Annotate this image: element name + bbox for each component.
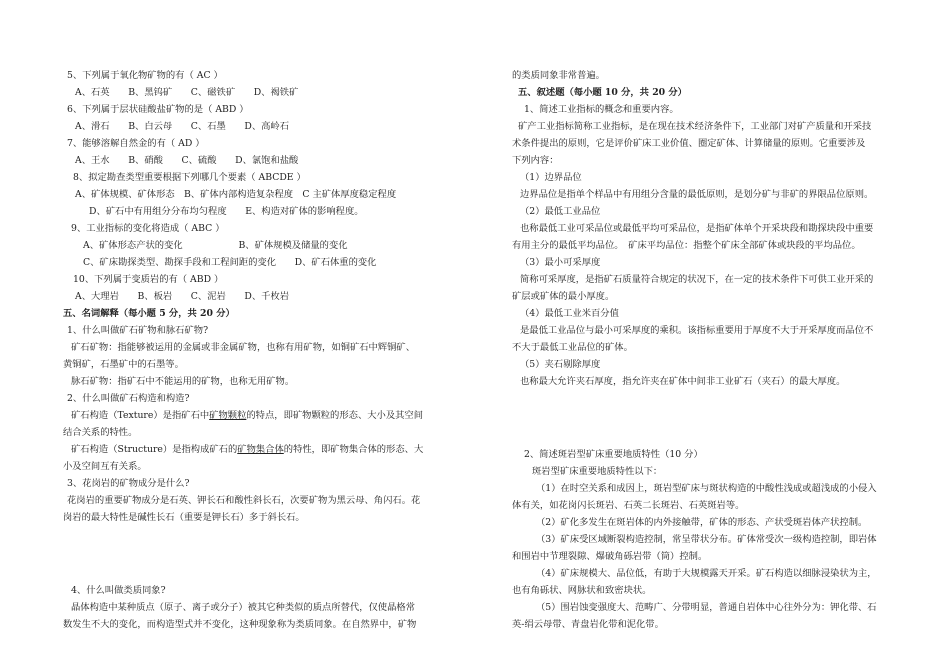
section-title-terms: 五、名词解释（每小题 5 分，共 20 分）	[63, 308, 235, 319]
essay-2-point-3b: 和围岩中节理裂隙、爆破角砾岩带（筒）控制。	[512, 551, 708, 562]
essay-1-item-4-text-2: 不大于最低工业品位的矿体。	[512, 342, 633, 353]
essay-2-point-5b: 英-绢云母带、青盘岩化带和泥化带。	[512, 619, 664, 630]
essay-1-question: 1、简述工业指标的概念和重要内容。	[524, 104, 679, 115]
question-10-options: A、大理岩 B、板岩 C、泥岩 D、千枚岩	[75, 291, 290, 302]
term-2-answer-3-underlined: 矿物集合体	[237, 444, 284, 455]
question-9: 9、工业指标的变化将造成（ ABC ）	[71, 223, 225, 234]
term-2-question: 2、什么叫做矿石构造和构造?	[67, 393, 190, 404]
essay-1-item-3: （3）最小可采厚度	[520, 257, 601, 268]
term-2-answer-1-pre: 矿石构造（Texture）是指矿石中	[71, 410, 210, 421]
question-8-options-2: D、矿石中有用组分分布均匀程度 E、构造对矿体的影响程度。	[89, 206, 364, 217]
essay-2-question: 2、简述斑岩型矿床重要地质特性（10 分）	[524, 449, 703, 460]
term-3-answer-2: 岗岩的最大特性是碱性长石（重要是钾长石）多于斜长石。	[63, 512, 305, 523]
term-2-answer-3-pre: 矿石构造（Structure）是指构成矿石的	[71, 444, 238, 455]
term-2-answer-1-post: 的特点，即矿物颗粒的形态、大小及其空间	[246, 410, 424, 421]
continuation-text: 的类质同象非常普遍。	[512, 70, 605, 81]
essay-2-point-4b: 也有角砾状、网脉状和致密块状。	[512, 585, 652, 596]
term-2-answer-1	[63, 407, 451, 424]
question-9-options-2: C、矿床勘探类型、勘探手段和工程间距的变化 D、矿石体重的变化	[83, 257, 377, 268]
term-1-answer-2: 黄铜矿，石墨矿中的石墨等。	[63, 359, 184, 370]
essay-1-answer-3: 下列内容：	[512, 155, 559, 166]
essay-1-answer-2: 术条件提出的原则，它是评价矿床工业价值、圈定矿体、计算储量的原则。它重要涉及	[512, 138, 866, 149]
essay-2-intro: 斑岩型矿床重要地质特性以下：	[532, 466, 663, 477]
essay-1-item-4-text-1: 是最低工业品位与最小可采厚度的乘积。该指标重要用于厚度不大于开采厚度而品位不	[520, 325, 874, 336]
section-title-essay: 五、叙述题（每小题 10 分，共 20 分）	[518, 87, 687, 98]
term-2-answer-1-underlined: 矿物颗粒	[209, 410, 247, 421]
essay-1-item-2-text-2: 有用主分的最低平均品位。 矿床平均品位：指整个矿床全部矿体或块段的平均品位。	[512, 240, 861, 251]
essay-2-point-5a: （5）围岩蚀变强度大、范畴广、分带明显，普通自岩体中心往外分为：钾化带、石	[536, 602, 877, 613]
question-7-options: A、王水 B、硝酸 C、硫酸 D、氯饱和盐酸	[75, 155, 299, 166]
term-1-answer-3: 脉石矿物：指矿石中不能运用的矿物，也称无用矿物。	[71, 376, 295, 387]
essay-1-answer-1: 矿产工业指标简称工业指标，是在现在技术经济条件下，工业部门对矿产质量和开采技	[518, 121, 872, 132]
term-4-answer-1: 晶体构造中某种质点（原子、离子或分子）被其它种类似的质点所替代，仅使晶格常	[71, 602, 415, 613]
essay-1-item-5: （5）夹石剔除厚度	[520, 359, 601, 370]
question-8-options-1: A、矿体规模、矿体形态 B、矿体内部构造复杂程度 C 主矿体厚度稳定程度	[75, 189, 397, 200]
term-4-answer-2: 数发生不大的变化，而构造型式并不变化，这种现象称为类质同象。在自然界中，矿物	[63, 619, 417, 630]
term-1-question: 1、什么叫做矿石矿物和脉石矿物?	[67, 325, 209, 336]
question-10: 10、下列属于变质岩的有（ ABD ）	[73, 274, 224, 285]
question-7: 7、能够溶解自然金的有（ AD ）	[67, 138, 205, 149]
term-3-question: 3、花岗岩的矿物成分是什么?	[67, 478, 190, 489]
spacer	[512, 418, 892, 446]
essay-1-item-3-text-2: 矿层或矿体的最小厚度。	[512, 291, 615, 302]
term-2-answer-3	[63, 441, 451, 458]
question-5-options: A、石英 B、黑钨矿 C、磁铁矿 D、褐铁矿	[75, 87, 299, 98]
left-column	[63, 67, 451, 633]
term-2-answer-4: 小及空间互有关系。	[63, 461, 147, 472]
essay-1-item-1: （1）边界品位	[520, 172, 582, 183]
essay-1-item-2: （2）最低工业品位	[520, 206, 601, 217]
essay-1-item-5-text: 也称最大允许夹石厚度，指允许夹在矿体中间非工业矿石（夹石）的最大厚度。	[520, 376, 846, 387]
question-9-options-1: A、矿体形态产状的变化 B、矿体规模及储量的变化	[83, 240, 348, 251]
essay-1-item-4: （4）最低工业米百分值	[520, 308, 619, 319]
spacer	[512, 390, 892, 418]
right-column	[512, 67, 892, 633]
essay-1-item-3-text-1: 简称可采厚度，是指矿石质量符合规定的状况下，在一定的技术条件下可供工业开采的	[520, 274, 874, 285]
term-3-answer-1: 花岗岩的重要矿物成分是石英、钾长石和酸性斜长石，次要矿物为黑云母、角闪石。花	[67, 495, 421, 506]
essay-2-point-4a: （4）矿床规模大、品位低，有助于大规模露天开采。矿石构造以细脉浸染状为主，	[536, 568, 877, 579]
essay-1-item-1-text: 边界品位是指单个样品中有用组分含量的最低原则，是划分矿与非矿的界限品位原则。	[520, 189, 874, 200]
essay-2-point-1b: 体有关，如花岗闪长斑岩、石英二长斑岩、石英斑岩等。	[512, 500, 745, 511]
essay-1-item-2-text-1: 也称最低工业可采品位或最低平均可采品位，是指矿体单个开采块段和勘探块段中重要	[520, 223, 874, 234]
question-5: 5、下列属于氧化物矿物的有（ AC ）	[67, 70, 223, 81]
essay-2-point-3a: （3）矿床受区域断裂构造控制，常呈带状分布。矿体常受次一级构造控制，即岩体	[536, 534, 877, 545]
term-2-answer-3-post: 的特性，即矿物集合体的形态、大	[283, 444, 424, 455]
question-6: 6、下列属于层状硅酸盐矿物的是（ ABD ）	[67, 104, 249, 115]
spacer	[63, 554, 451, 582]
term-2-answer-2: 结合关系的特性。	[63, 427, 138, 438]
term-1-answer-1: 矿石矿物：指能够被运用的金属或非金属矿物，也称有用矿物，如铜矿石中辉铜矿、	[71, 342, 415, 353]
essay-2-point-2: （2）矿化多发生在斑岩体的内外接触带，矿体的形态、产状受斑岩体产状控制。	[536, 517, 868, 528]
question-6-options: A、滑石 B、白云母 C、石墨 D、高岭石	[75, 121, 290, 132]
spacer	[63, 526, 451, 554]
question-8: 8、拟定勘查类型重要根据下列哪几个要素（ ABCDE ）	[73, 172, 306, 183]
essay-2-point-1a: （1）在时空关系和成因上，斑岩型矿床与斑状构造的中酸性浅成或超浅成的小侵入	[536, 483, 877, 494]
term-4-question: 4、什么叫做类质同象?	[71, 585, 166, 596]
